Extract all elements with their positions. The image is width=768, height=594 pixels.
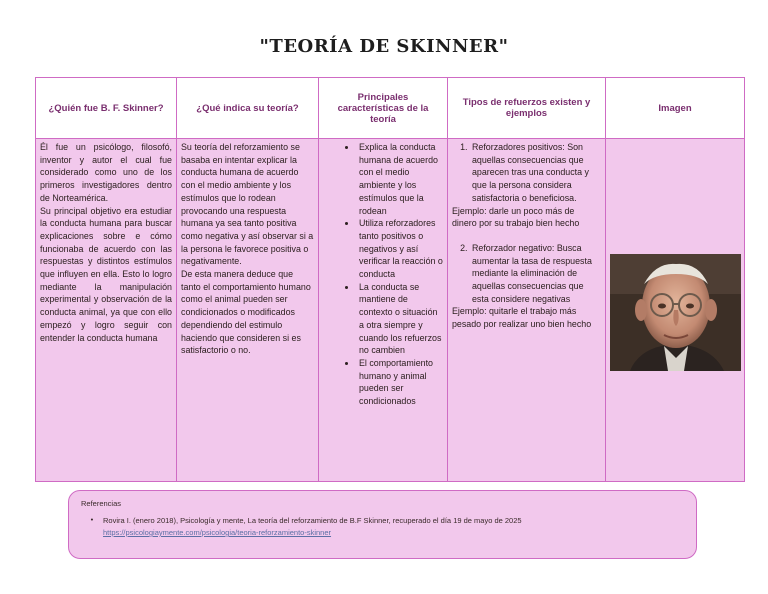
header-image: Imagen: [606, 78, 745, 139]
theory-paragraph-2: De esta manera deduce que tanto el comportamiento humano como el animal pueden ser condicionados o modificados dependiendo del estimulo haciendo que consideren si es satisfactorio o no.: [181, 269, 311, 356]
theory-paragraph-1: Su teoría del reforzamiento se basaba en intentar explicar la conducta humana de acuerdo con el medio ambiente y los estímulos que lo rodean provocando una respuesta humana ya sea tanto positiva como negativa y así observar si a la persona le favorece positiva o negativamente.: [181, 142, 314, 267]
reference-text: [103, 515, 522, 539]
header-characteristics: Principales características de la teoría: [319, 78, 448, 139]
header-reinforcement-types: Tipos de refuerzos existen y ejemplos: [448, 78, 606, 139]
who-paragraph-2: Su principal objetivo era estudiar la conducta humana para buscar explicaciones sobre e cómo funcionaba de acuerdo con las respuestas y distintos estímulos que influyen en ella. Esto lo logro mediante la manipulación experimental y observación de la conducta animal, ya que con ello empezó y logro seguir con entender la conducta humana: [40, 205, 172, 343]
header-theory: ¿Qué indica su teoría?: [177, 78, 319, 139]
cell-image: [606, 139, 745, 482]
example-1: Ejemplo: darle un poco más de dinero por su trabajo bien hecho: [452, 205, 580, 229]
references-box: [68, 490, 697, 559]
cell-theory: [177, 139, 319, 482]
reference-citation: Rovira I. (enero 2018), Psicología y mente, La teoría del reforzamiento de B.F Skinner, recuperado el día 19 de mayo de 2025: [103, 516, 522, 525]
list-item: • Utiliza reforzadores tanto positivos o negativos y así verificar la reacción o conducta: [357, 217, 443, 281]
skinner-portrait: [610, 254, 741, 371]
characteristics-list: [323, 141, 443, 408]
list-item: • El comportamiento humano y animal pueden ser condicionados: [357, 357, 443, 408]
table-header-row: [36, 78, 745, 139]
who-paragraph-1: Él fue un psicólogo, filosofó, inventor y autor el cual fue considerado como uno de los primeros investigadores dentro de Norteamérica.: [40, 142, 172, 203]
list-item: 2. Reforzador negativo: Busca aumentar la tasa de respuesta mediante la eliminación de aquellas consecuencias que esta considere negativas: [470, 242, 601, 306]
cell-characteristics: [319, 139, 448, 482]
reinforcement-list-1: [452, 141, 601, 205]
reinforcement-list-2: [452, 242, 601, 306]
cell-reinforcement-types: [448, 139, 606, 482]
list-item: 1. Reforzadores positivos: Son aquellas consecuencias que aparecen tras una conducta y que la persona considera satisfactoria o beneficiosa.: [470, 141, 601, 205]
reference-link[interactable]: https://psicologiaymente.com/psicologia/teoria-reforzamiento-skinner: [103, 528, 332, 537]
table-row: [36, 139, 745, 482]
page-title: "TEORÍA DE SKINNER": [259, 36, 509, 57]
cell-who: [36, 139, 177, 482]
references-title: Referencias: [81, 499, 122, 508]
list-item: • La conducta se mantiene de contexto o situación a otra siempre y cuando los refuerzos no cambien: [357, 281, 443, 357]
header-who: ¿Quién fue B. F. Skinner?: [36, 78, 177, 139]
example-2: Ejemplo: quitarle el trabajo más pesado por realizar uno bien hecho: [452, 306, 592, 330]
bullet-icon: •: [90, 515, 94, 524]
reference-item: [81, 515, 684, 539]
list-item: • Explica la conducta humana de acuerdo con el medio ambiente y los estímulos que la rodean: [357, 141, 443, 217]
skinner-theory-table: [35, 77, 745, 482]
portrait-illustration: [610, 254, 741, 371]
